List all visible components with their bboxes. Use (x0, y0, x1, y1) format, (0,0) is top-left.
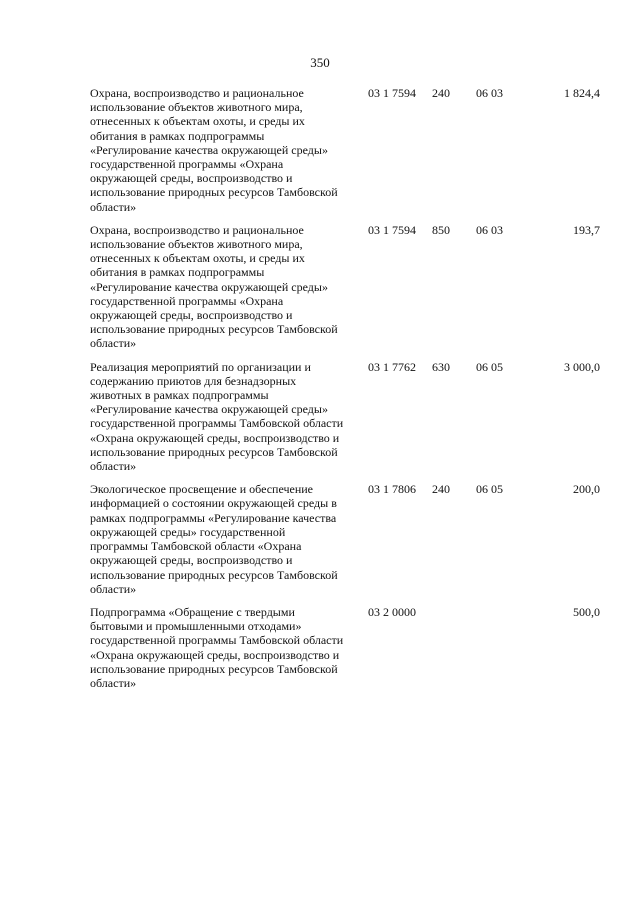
table-row (90, 605, 600, 690)
table-row (90, 86, 600, 214)
row-expense-type-code: 850 (432, 222, 450, 237)
row-section-code: 06 05 (476, 359, 503, 374)
row-amount: 500,0 (573, 604, 600, 619)
row-amount: 193,7 (573, 222, 600, 237)
row-expense-type-code (432, 605, 476, 690)
row-amount: 1 824,4 (564, 86, 600, 100)
table-row (90, 360, 600, 474)
table-row (90, 223, 600, 351)
row-description: Подпрограмма «Обращение с твердыми бытовыми и промышленными отходами» государственной программы Тамбовской области «Охрана окружающей среды, воспроизводство и использование природных ресурсов Тамбовской области» (90, 604, 344, 690)
row-description: Охрана, воспроизводство и рациональное использование объектов животного мира, отнесенных к объектам охоты, и среды их обитания в рамках подпрограммы «Регулирование качества окружающей среды» государственной программы «Охрана окружающей среды, воспроизводство и использование природных ресурсов Тамбовской области» (90, 86, 338, 214)
row-description: Экологическое просвещение и обеспечение информацией о состоянии окружающей среды в рамках подпрограммы «Регулирование качества окружающей среды» государственной программы Тамбовской области «Охрана окружающей среды, воспроизводство и использование природных ресурсов Тамбовской области» (90, 482, 338, 596)
row-section-code (476, 605, 526, 690)
row-section-code: 06 03 (476, 222, 503, 237)
table-row (90, 482, 600, 596)
row-expense-type-code: 240 (432, 482, 450, 497)
row-section-code: 06 03 (476, 86, 503, 100)
page-number: 350 (310, 55, 330, 70)
row-target-article-code: 03 1 7594 (368, 86, 416, 100)
row-amount: 3 000,0 (564, 359, 600, 374)
row-target-article-code: 03 1 7594 (368, 222, 416, 237)
row-target-article-code: 03 2 0000 (368, 604, 416, 619)
budget-table (90, 86, 600, 699)
row-target-article-code: 03 1 7762 (368, 359, 416, 374)
row-description: Охрана, воспроизводство и рациональное использование объектов животного мира, отнесенных к объектам охоты, и среды их обитания в рамках подпрограммы «Регулирование качества окружающей среды» государственной программы «Охрана окружающей среды, воспроизводство и использование природных ресурсов Тамбовской области» (90, 222, 338, 351)
row-section-code: 06 05 (476, 482, 503, 497)
row-target-article-code: 03 1 7806 (368, 482, 416, 497)
row-expense-type-code: 630 (432, 359, 450, 374)
row-amount: 200,0 (573, 482, 600, 497)
row-expense-type-code: 240 (432, 86, 450, 100)
row-description: Реализация мероприятий по организации и содержанию приютов для безнадзорных животных в рамках подпрограммы «Регулирование качества окружающей среды» государственной программы Тамбовской области «Охрана окружающей среды, воспроизводство и использование природных ресурсов Тамбовской области» (90, 359, 344, 474)
